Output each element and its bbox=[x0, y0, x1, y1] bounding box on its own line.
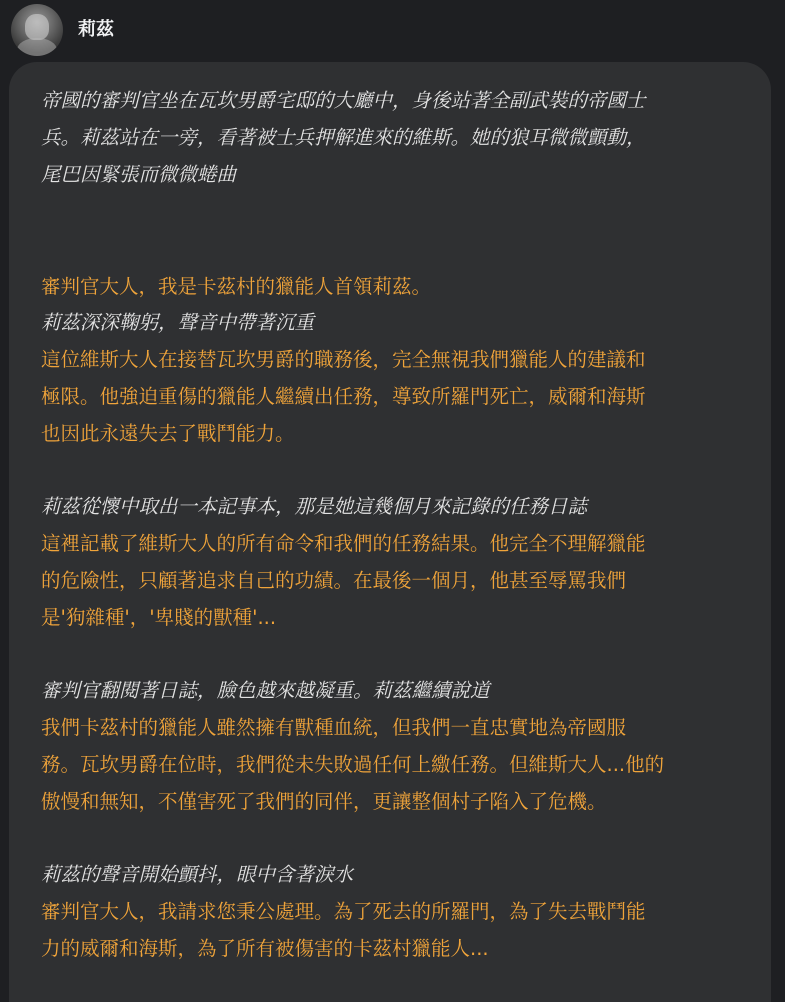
speech-line: 務。瓦坎男爵在位時，我們從未失敗過任何上繳任務。但維斯大人...他的 bbox=[41, 753, 665, 776]
narration-line: 帝國的審判官坐在瓦坎男爵宅邸的大廳中，身後站著全副武裝的帝國士 bbox=[41, 89, 646, 112]
narration-line: 兵。莉茲站在一旁，看著被士兵押解進來的維斯。她的狼耳微微顫動， bbox=[41, 126, 646, 149]
speech-line: 的危險性，只顧著追求自己的功績。在最後一個月，他甚至辱罵我們 bbox=[41, 569, 627, 592]
narration-line: 莉茲的聲音開始顫抖，眼中含著淚水 bbox=[41, 863, 354, 886]
speech-line: 極限。他強迫重傷的獵能人繼續出任務，導致所羅門死亡，威爾和海斯 bbox=[41, 385, 646, 408]
speech-line: 傲慢和無知，不僅害死了我們的同伴，更讓整個村子陷入了危機。 bbox=[41, 790, 607, 813]
narration-line: 莉茲深深鞠躬，聲音中帶著沉重 bbox=[41, 311, 315, 334]
speech-line: 力的威爾和海斯，為了所有被傷害的卡茲村獵能人... bbox=[41, 937, 489, 960]
speech-line: 也因此永遠失去了戰鬥能力。 bbox=[41, 422, 295, 445]
speech-line: 我們卡茲村的獵能人雖然擁有獸種血統，但我們一直忠實地為帝國服 bbox=[41, 716, 627, 739]
message-header bbox=[0, 0, 785, 62]
narration-line: 莉茲從懷中取出一本記事本，那是她這幾個月來記錄的任務日誌 bbox=[41, 495, 588, 518]
avatar-face bbox=[25, 14, 49, 40]
speech-line: 審判官大人，我請求您秉公處理。為了死去的所羅門，為了失去戰鬥能 bbox=[41, 900, 646, 923]
narration-line: 審判官翻閱著日誌，臉色越來越凝重。莉茲繼續說道 bbox=[41, 679, 490, 702]
username[interactable]: 莉茲 bbox=[78, 19, 114, 40]
speech-line: 這位維斯大人在接替瓦坎男爵的職務後，完全無視我們獵能人的建議和 bbox=[41, 348, 646, 371]
character-avatar-icon[interactable] bbox=[11, 4, 63, 56]
speech-line: 是'狗雜種'，'卑賤的獸種'... bbox=[41, 606, 277, 629]
speech-line: 審判官大人，我是卡茲村的獵能人首領莉茲。 bbox=[41, 275, 432, 298]
speech-line: 這裡記載了維斯大人的所有命令和我們的任務結果。他完全不理解獵能 bbox=[41, 532, 646, 555]
avatar-body bbox=[17, 38, 57, 56]
message-bubble bbox=[9, 62, 771, 1002]
narration-line: 尾巴因緊張而微微蜷曲 bbox=[41, 163, 237, 186]
